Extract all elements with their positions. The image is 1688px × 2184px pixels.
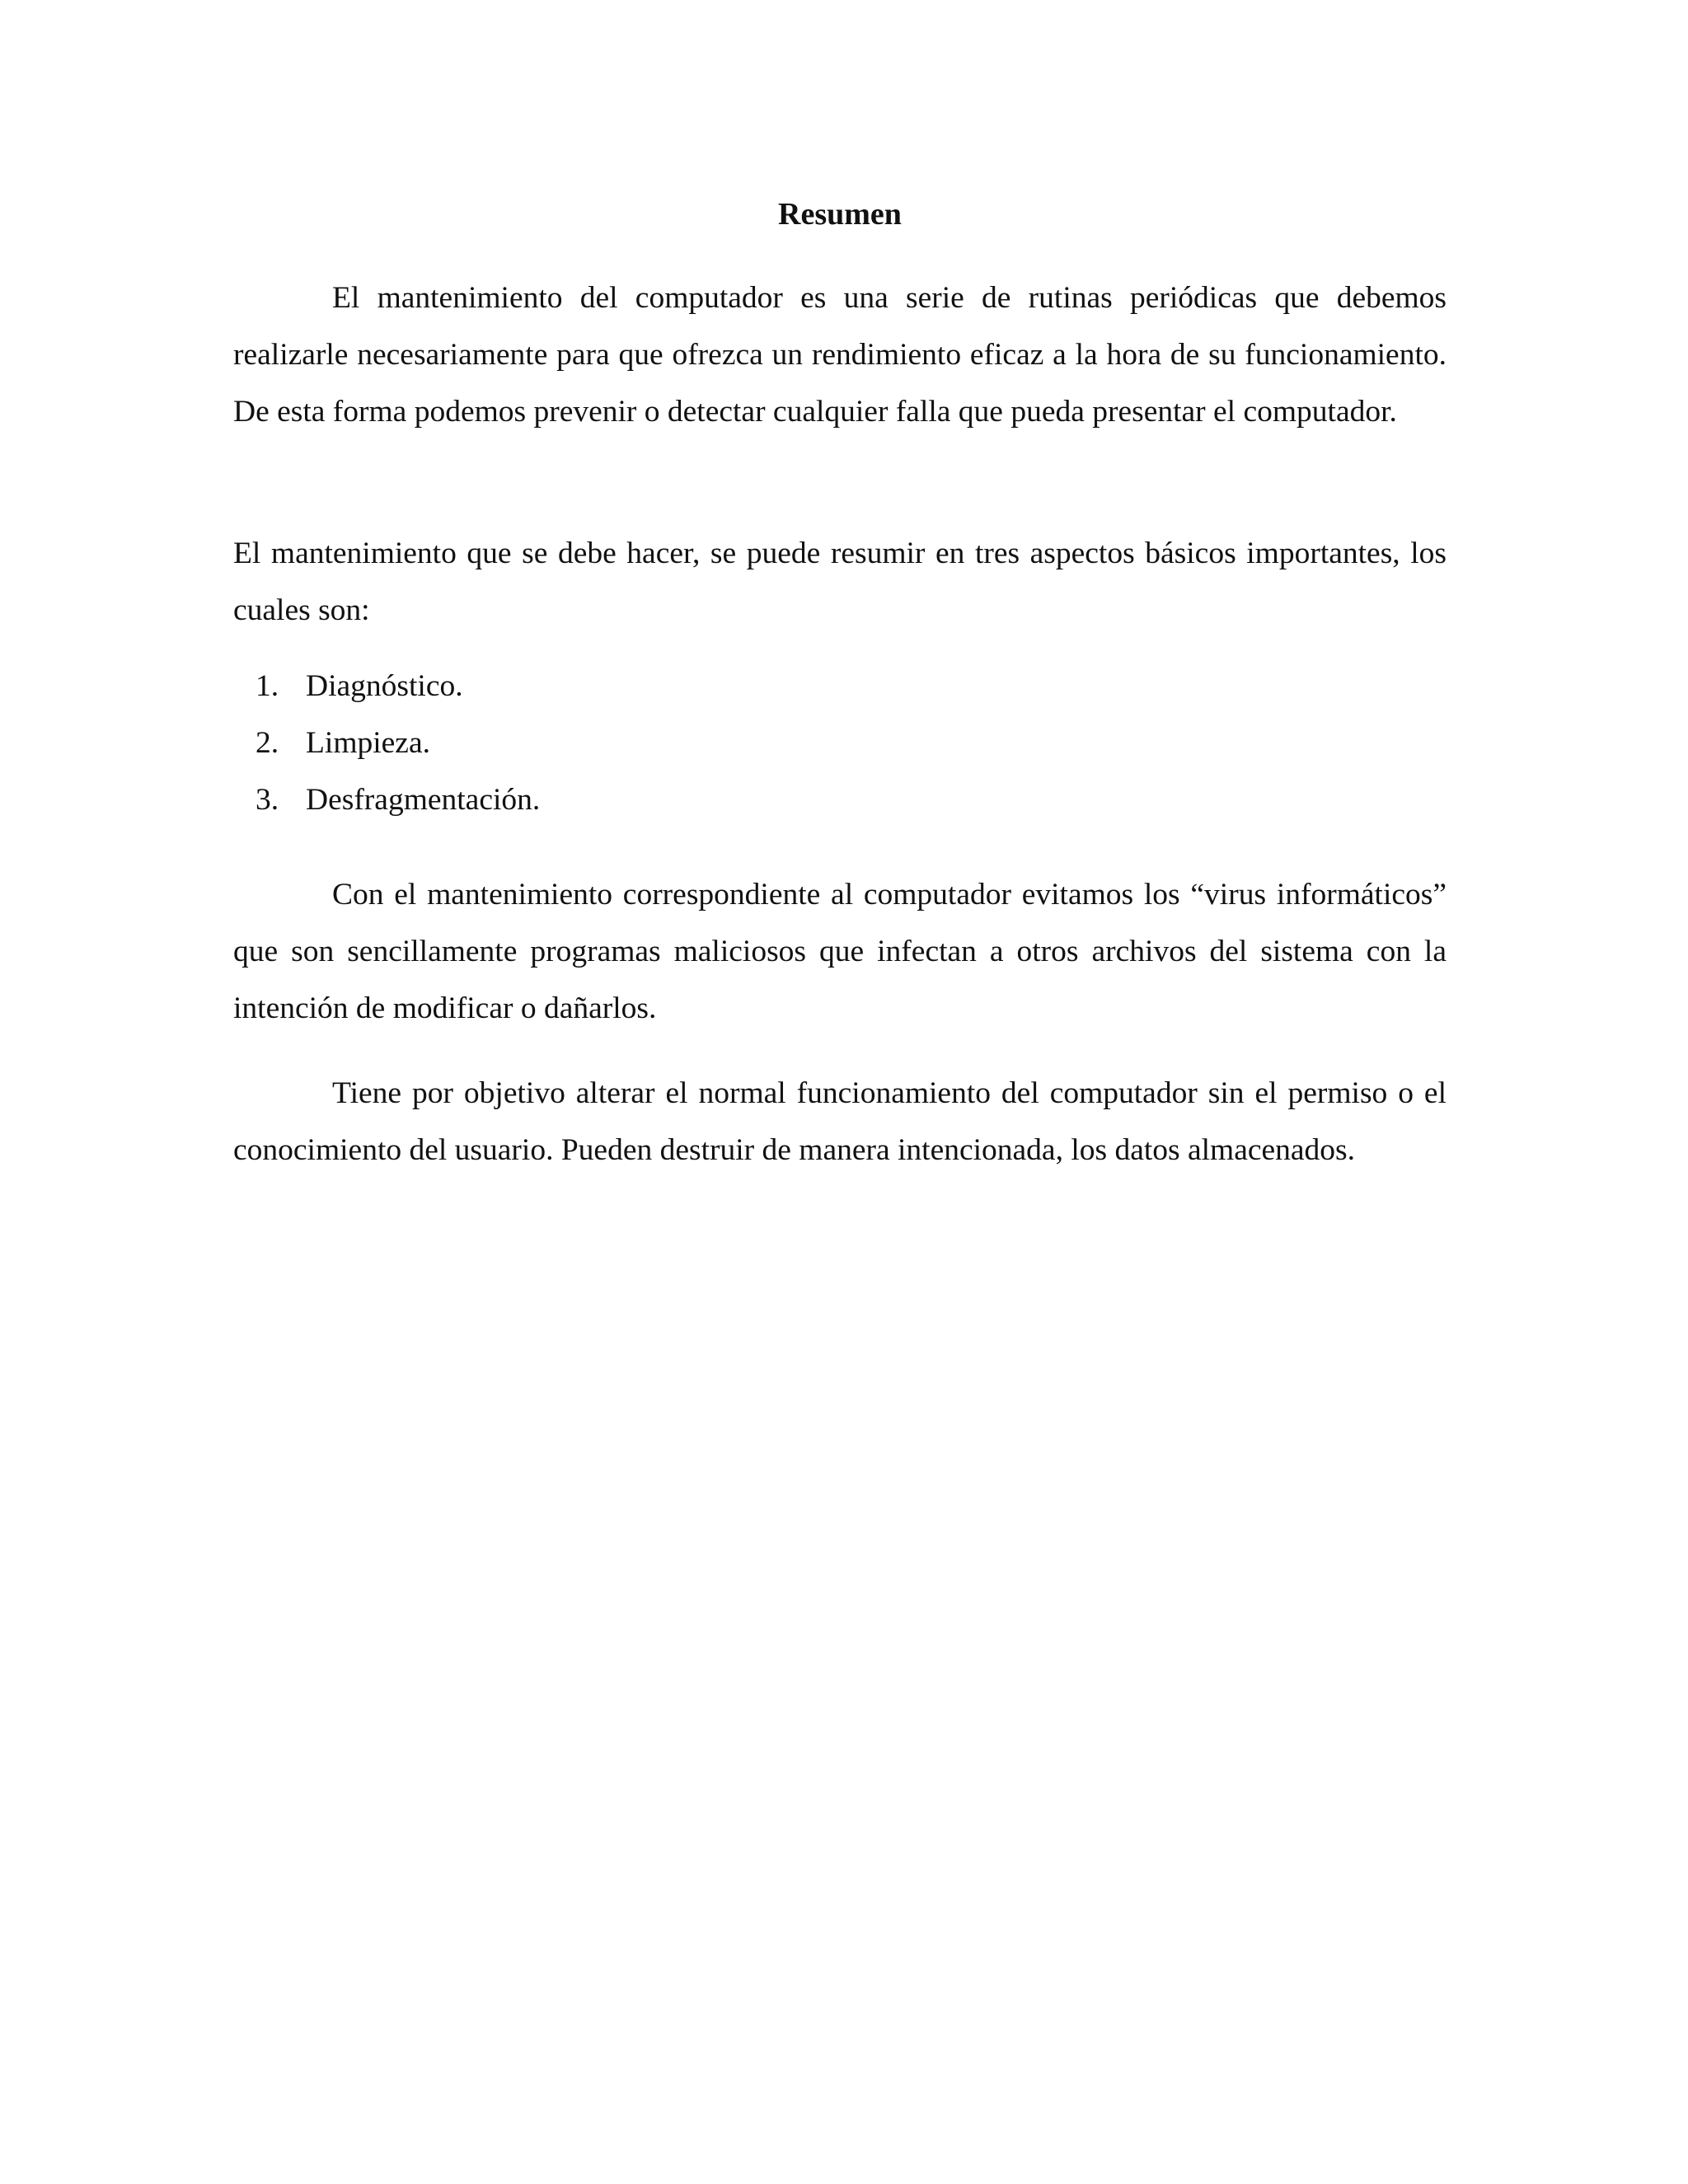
paragraph-aspects: El mantenimiento que se debe hacer, se puede resumir en tres aspectos básicos importantes, los cuales son: (233, 537, 1447, 627)
list-item-text: Limpieza. (306, 726, 430, 760)
list-item-text: Desfragmentación. (306, 783, 541, 817)
aspects-list (233, 658, 1447, 828)
list-item-number: 2. (256, 726, 279, 760)
paragraph-virus: Con el mantenimiento correspondiente al computador evitamos los “virus informáticos” que son sencillamente programas maliciosos que infectan a otros archivos del sistema con la intención de modificar o dañarlos. (233, 878, 1447, 1025)
paragraph-objective: Tiene por objetivo alterar el normal funcionamiento del computador sin el permiso o el conocimiento del usuario. Pueden destruir de manera intencionada, los datos almacenados. (233, 1076, 1447, 1167)
list-item (233, 715, 1447, 771)
list-item (233, 658, 1447, 715)
list-item-number: 1. (256, 669, 279, 703)
page-title: Resumen (778, 197, 902, 232)
paragraph-intro: El mantenimiento del computador es una serie de rutinas periódicas que debemos realizarle necesariamente para que ofrezca un rendimiento eficaz a la hora de su funcionamiento. De esta forma podemos prevenir o detectar cualquier falla que pueda presentar el computador. (233, 281, 1447, 429)
list-item (233, 771, 1447, 828)
list-item-text: Diagnóstico. (306, 669, 463, 703)
list-item-number: 3. (256, 783, 279, 817)
